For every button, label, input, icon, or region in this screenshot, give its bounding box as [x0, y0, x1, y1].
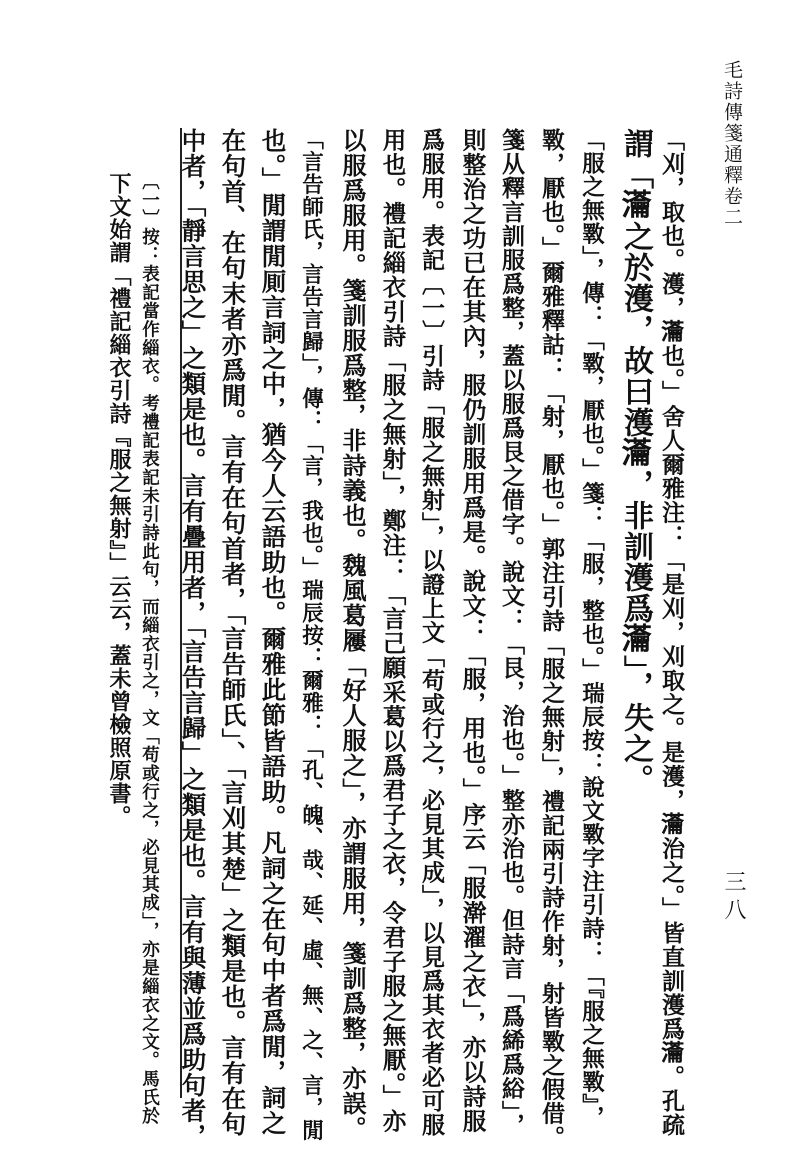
text-line: 「刈，取也。濩，𤅢也。」舍人爾雅注：「是刈，刈取之。是濩，𤅢治之。」皆直訓濩爲𤅢。孔疏 [658, 128, 685, 1137]
footnote-line: 〔一〕按：表記當作緇衣。考禮記表記未引詩此句，而緇衣引之，文「苟或行之，必見其成」，亦是緇衣之文。馬氏於 [139, 172, 160, 1126]
text-line: 爲服用。表記〔一〕引詩「服之無射」，以證上文「苟或行之，必見其成」，以見爲其衣者必可服 [418, 128, 445, 1137]
text-line: 中者，「靜言思之」之類是也。言有疊用者，「言告言歸」之類是也。言有與薄並爲助句者， [178, 128, 208, 1149]
running-title: 毛詩傳箋通釋卷二 [721, 60, 743, 228]
text-line: 「言告師氏，言告言歸」，傳：「言，我也。」瑞辰按：爾雅：「孔、魄、哉、延、虛、無、之、言，閒 [298, 128, 324, 1142]
footnote-divider [180, 128, 183, 1098]
text-line: 箋从釋言訓服爲整，蓋以服爲艮之借字。說文：「艮，治也。」整亦治也。但詩言「爲絺爲綌」， [498, 128, 525, 1137]
text-line: 「服之無斁」，傳：「斁，厭也。」箋：「服，整也。」瑞辰按：說文斁字注引詩：「『服之無斁』， [578, 128, 605, 1130]
text-line: 謂「𤅢之於濩，故曰濩𤅢，非訓濩爲𤅢」，失之。 [618, 128, 653, 795]
page-number: 三八 [721, 870, 746, 926]
text-line: 也。」閒謂閒厠言詞之中，猶今人云語助也。爾雅此節皆語助。凡詞之在句中者爲閒，詞之 [258, 128, 288, 1136]
footnote-line: 下文始謂「禮記緇衣引詩『服之無射』」云云，蓋未曾檢照原書。 [106, 172, 132, 828]
text-line: 斁，厭也。」爾雅釋詁：「射，厭也。」郭注引詩「服之無射」，禮記兩引詩作射，射皆斁之假借。 [538, 128, 565, 1150]
text-line: 用也。禮記緇衣引詩「服之無射」，鄭注：「言己願采葛以爲君子之衣，令君子服之無厭。」亦 [378, 128, 407, 1134]
text-line: 以服爲服用。箋訓服爲整，非詩義也。魏風葛屨「好人服之」，亦謂服用，箋訓爲整，亦誤。 [338, 128, 367, 1141]
text-line: 在句首、在句末者亦爲閒。言有在句首者，「言告師氏」、「言刈其楚」之類是也。言有在句 [218, 128, 248, 1137]
text-line: 則整治之功已在其內，服仍訓服用爲是。說文：「服，用也。」序云「服澣濯之衣」，亦以詩服 [458, 128, 487, 1134]
